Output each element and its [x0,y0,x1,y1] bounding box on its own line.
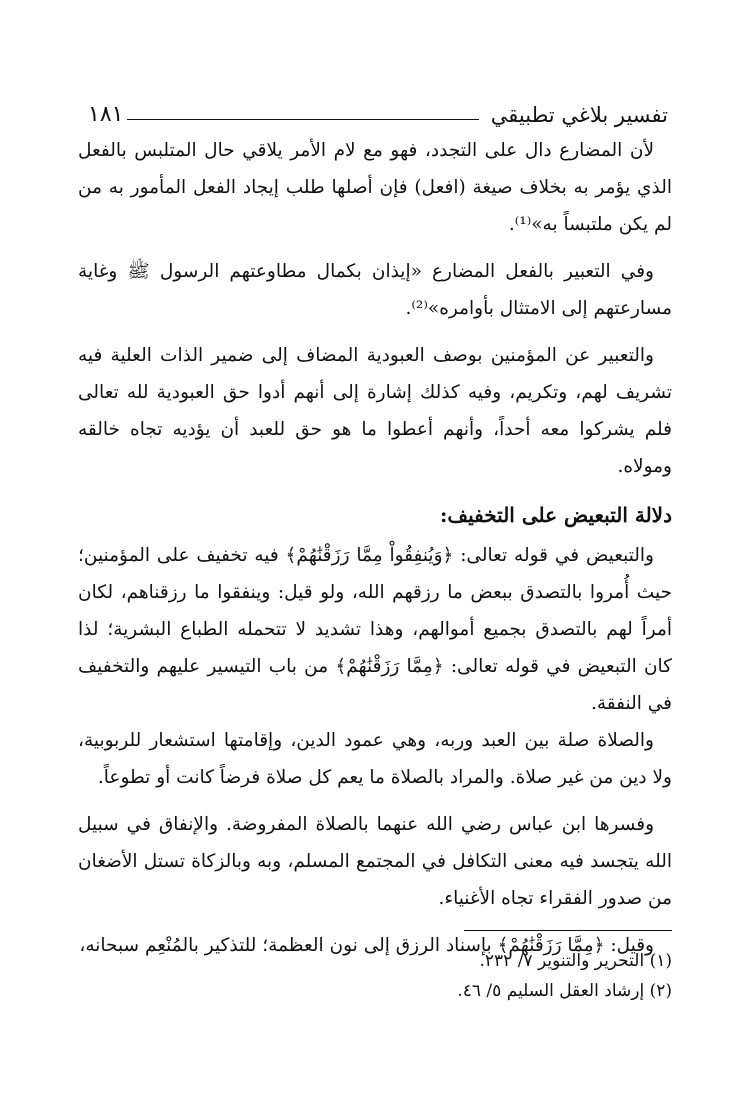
book-title: تفسير بلاغي تطبيقي [490,103,668,127]
footnote: (٢) إرشاد العقل السليم ٥/ ٤٦. [457,981,672,1001]
paragraph: والتبعيض في قوله تعالى: ﴿وَيُنفِقُواْ مِمَّا رَزَقْنَٰهُمْ﴾ فيه تخفيف على المؤمنين؛ حيث أُمروا بالتصدق ببعض ما رزقهم الله، ولو قيل: وينفقوا ما رزقناهم، لكان أمراً لهم بالتصدق بجميع أموالهم، وهذا تشديد لا تتحمله الطباع البشرية؛ لذا كان التبعيض في قوله تعالى: ﴿مِمَّا رَزَقْنَٰهُمْ﴾ من باب التيسير عليهم والتخفيف في النفقة. [78,545,672,714]
paragraph: وقيل: ﴿مِمَّا رَزَقْنَٰهُمْ﴾ بإسناد الرزق إلى نون العظمة؛ للتذكير بالمُنْعِم سبحانه، [79,935,654,956]
footnote-separator [464,930,672,931]
footnotes [78,946,672,1006]
paragraph: والصلاة صلة بين العبد وربه، وهي عمود الدين، وإقامتها استشعار للربوبية، ولا دين من غير صلاة. والمراد بالصلاة ما يعم كل صلاة فرضاً كانت أو تطوعاً. [78,730,672,788]
paragraph: وفي التعبير بالفعل المضارع «إيذان بكمال مطاوعتهم الرسول ﷺ وغاية مسارعتهم إلى الامتثال بأوامره»⁽²⁾. [78,261,672,319]
footnote: (١) التحرير والتنوير ٧/ ٢٣٢. [479,951,672,971]
running-header [88,86,668,126]
paragraph: والتعبير عن المؤمنين بوصف العبودية المضاف إلى ضمير الذات العلية فيه تشريف لهم، وتكريم، وفيه كذلك إشارة إلى أنهم أدوا حق العبودية لله تعالى فلم يشركوا معه أحداً، وأنهم أعطوا ما هو حق للعبد أن يؤديه تجاه خالقه ومولاه. [78,345,672,477]
paragraph: لأن المضارع دال على التجدد، فهو مع لام الأمر يلاقي حال المتلبس بالفعل الذي يؤمر به بخلاف صيغة (افعل) فإن أصلها طلب إيجاد الفعل المأمور به من لم يكن ملتبساً به»⁽¹⁾. [78,140,672,235]
section-heading: دلالة التبعيض على التخفيف: [440,503,672,527]
page-number: ١٨١ [88,102,124,127]
header-rule [127,119,478,120]
paragraph: وفسرها ابن عباس رضي الله عنهما بالصلاة المفروضة. والإنفاق في سبيل الله يتجسد فيه معنى التكافل في المجتمع المسلم، وبه وبالزكاة تستل الأضغان من صدور الفقراء تجاه الأغنياء. [78,814,672,909]
main-text [78,132,672,964]
